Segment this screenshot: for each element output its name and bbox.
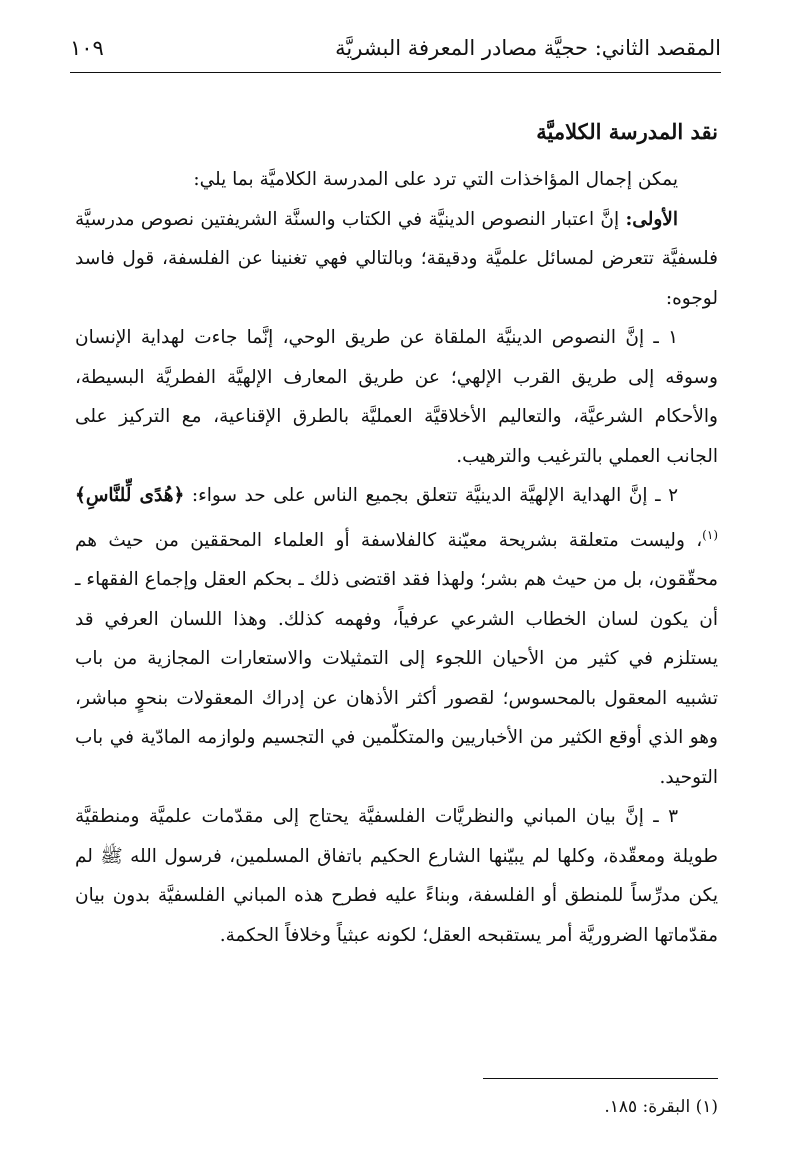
point-2-text: ، وليست متعلقة بشريحة معيّنة كالفلاسفة أو العلماء المحققين من حيث هم محقّقون، بل من حيث هم بشر؛ ولهذا فقد اقتضى ذلك ـ بحكم العقل وإجماع الفقهاء ـ أن يكون لسان الخطاب الشرعي عرفياً، وفهمه كذلك. وهذا اللسان العرفي قد يستلزم في كثير من الأحيان اللجوء إلى التمثيلات والاستعارات المجازية من باب تشبيه المعقول بالمحسوس؛ لقصور أكثر الأذهان عن إدراك المعقولات بنحوٍ مباشر، وهو الذي أوقع الكثير من الأخباريين والمتكلّمين في التجسيم ولوازمه المادّية في باب التوحيد. — [75, 529, 718, 788]
main-text — [75, 112, 718, 955]
point-1-paragraph: ١ ـ إنَّ النصوص الدينيَّة الملقاة عن طريق الوحي، إنَّما جاءت لهداية الإنسان وسوقه إلى طريق القرب الإلهي؛ عن طريق المعارف الإلهيَّة الفطريَّة البسيطة، والأحكام الشرعيَّة، والتعاليم الأخلاقيَّة العمليَّة بالطرق الإقناعية، مع التركيز على الجانب العملي بالترغيب والترهيب. — [75, 327, 718, 467]
section-title: نقد المدرسة الكلاميَّة — [536, 119, 718, 144]
intro-paragraph: يمكن إجمال المؤاخذات التي ترد على المدرسة الكلاميَّة بما يلي: — [193, 169, 678, 190]
point-3-paragraph: ٣ ـ إنَّ بيان المباني والنظريَّات الفلسفيَّة يحتاج إلى مقدّمات علميَّة ومنطقيَّة طويلة ومعقّدة، وكلها لم يبيّنها الشارع الحكيم باتفاق المسلمين، فرسول الله ﷺ لم يكن مدرِّساً للمنطق أو الفلسفة، وبناءً عليه فطرح هذه المباني الفلسفيَّة بدون بيان مقدّماتها الضروريَّة أمر يستقبحه العقل؛ لكونه عبثياً وخلافاً الحكمة. — [75, 806, 718, 946]
first-objection-label: الأولى: — [625, 208, 678, 230]
footnote: (١) البقرة: ١٨٥. — [604, 1097, 718, 1117]
point-2-paragraph — [75, 476, 718, 797]
page-number: ١٠٩ — [70, 36, 104, 60]
footnote-marker: (١) — [702, 527, 718, 542]
point-2-lead: ٢ ـ إنَّ الهداية الإلهيَّة الدينيَّة تتعلق بجميع الناس على حد سواء: — [191, 485, 678, 506]
running-head — [70, 28, 721, 68]
header-rule — [70, 72, 721, 73]
first-objection-paragraph — [75, 200, 718, 319]
running-title: المقصد الثاني: حجيَّة مصادر المعرفة البشريَّة — [335, 36, 721, 60]
footnote-rule — [483, 1078, 718, 1079]
quran-verse: ﴿هُدًى لِّلنَّاسِ﴾ — [75, 485, 185, 506]
first-objection-text: إنَّ اعتبار النصوص الدينيَّة في الكتاب والسنَّة الشريفتين نصوص مدرسيَّة فلسفيَّة تتعرض لمسائل علميَّة ودقيقة؛ وبالتالي فهي تغنينا عن الفلسفة، قول فاسد لوجوه: — [75, 208, 718, 309]
